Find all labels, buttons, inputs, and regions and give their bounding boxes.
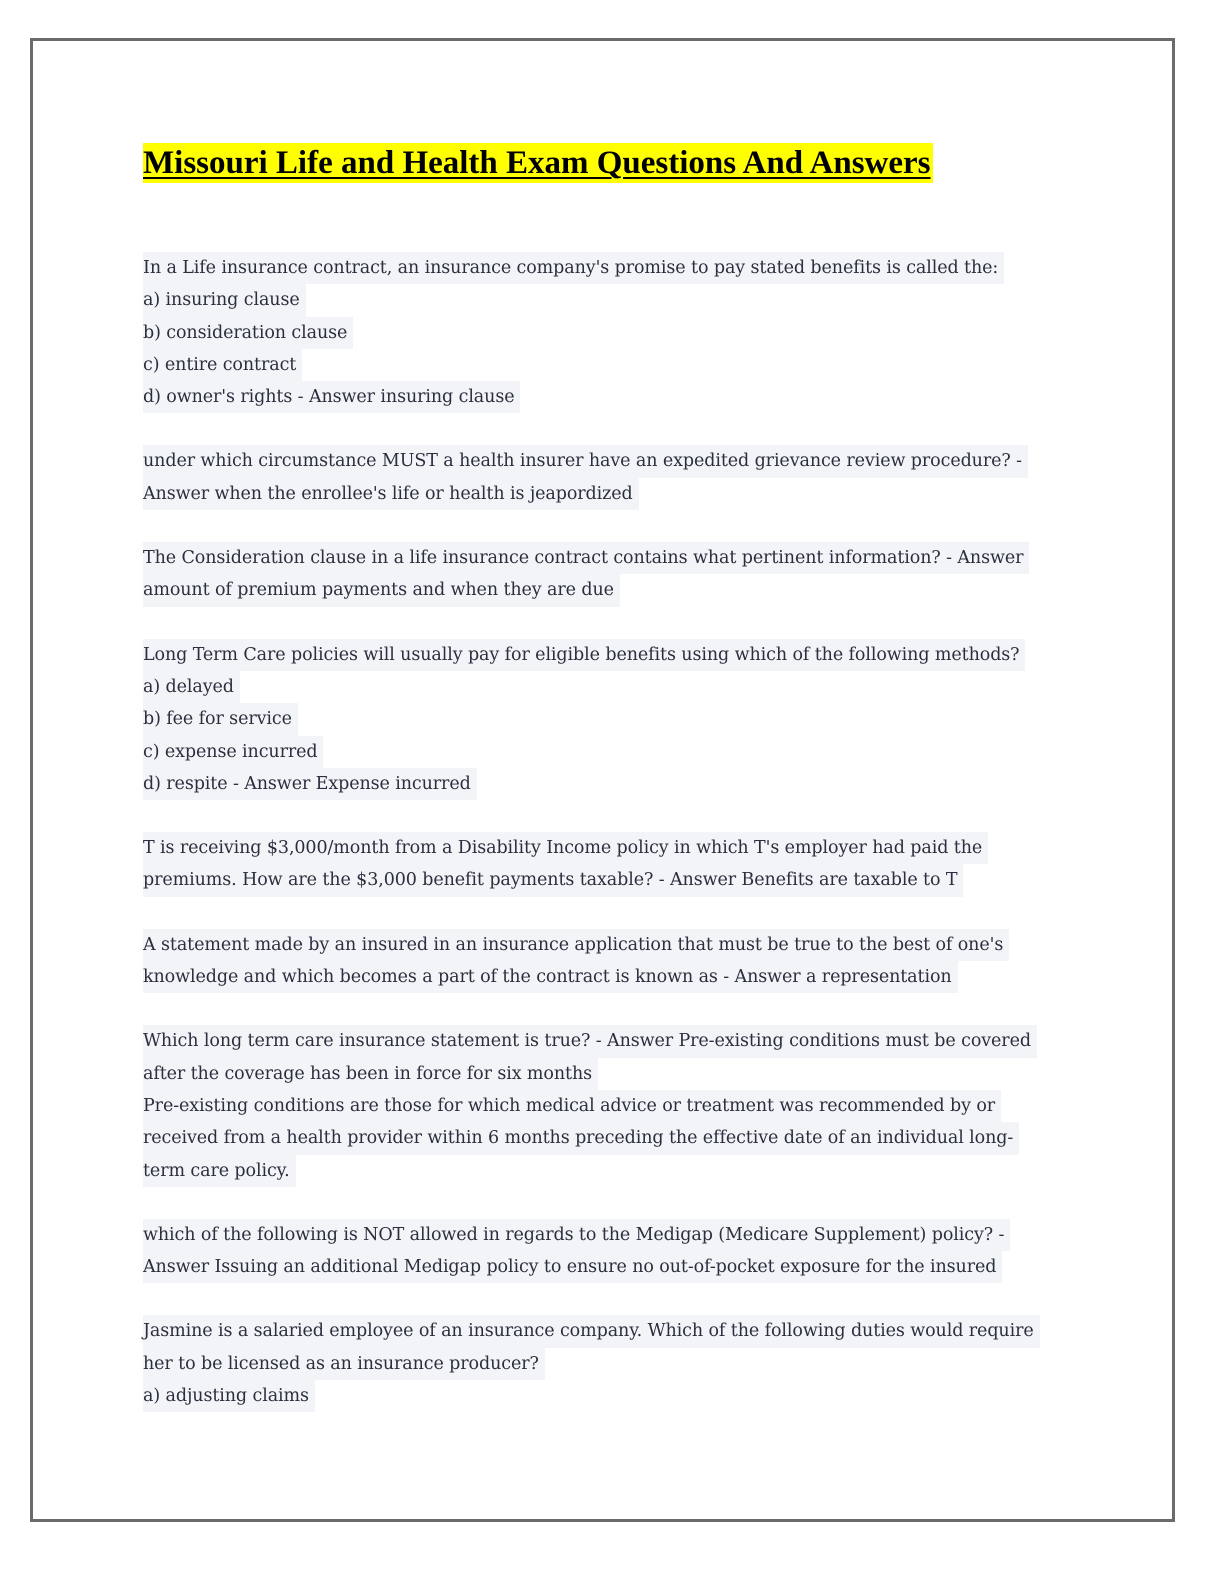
- option-line: a) adjusting claims: [143, 1380, 315, 1412]
- qa-block: [143, 445, 1083, 510]
- question-line: Long Term Care policies will usually pay for eligible benefits using which of the following methods?: [143, 639, 1025, 671]
- question-line: which of the following is NOT allowed in regards to the Medigap (Medicare Supplement) policy? -: [143, 1219, 1010, 1251]
- qa-block: [143, 542, 1083, 607]
- qa-block: [143, 929, 1083, 994]
- answer-line: d) respite - Answer Expense incurred: [143, 768, 477, 800]
- answer-line: knowledge and which becomes a part of the contract is known as - Answer a representation: [143, 961, 958, 993]
- answer-line: amount of premium payments and when they are due: [143, 574, 620, 606]
- document-title: Missouri Life and Health Exam Questions And Answers: [143, 145, 931, 181]
- answer-line: term care policy.: [143, 1155, 296, 1187]
- option-line: c) expense incurred: [143, 736, 323, 768]
- answer-line: received from a health provider within 6 months preceding the effective date of an individual long-: [143, 1122, 1019, 1154]
- qa-block: [143, 832, 1083, 897]
- answer-line: Pre-existing conditions are those for which medical advice or treatment was recommended by or: [143, 1090, 1001, 1122]
- question-line: under which circumstance MUST a health insurer have an expedited grievance review procedure? -: [143, 445, 1028, 477]
- question-line: In a Life insurance contract, an insurance company's promise to pay stated benefits is called the:: [143, 252, 1004, 284]
- qa-block: [143, 1219, 1083, 1284]
- question-line: her to be licensed as an insurance producer?: [143, 1348, 545, 1380]
- qa-block: [143, 1315, 1083, 1412]
- qa-block: [143, 1025, 1083, 1186]
- answer-line: premiums. How are the $3,000 benefit payments taxable? - Answer Benefits are taxable to T: [143, 864, 963, 896]
- option-line: c) entire contract: [143, 349, 302, 381]
- option-line: a) insuring clause: [143, 284, 306, 316]
- answer-line: Answer when the enrollee's life or health is jeapordized: [143, 478, 639, 510]
- qa-block: [143, 252, 1083, 413]
- question-line: Jasmine is a salaried employee of an insurance company. Which of the following duties would require: [143, 1315, 1040, 1347]
- question-line: A statement made by an insured in an insurance application that must be true to the best of one's: [143, 929, 1009, 961]
- qa-block: [143, 639, 1083, 800]
- answer-line: d) owner's rights - Answer insuring clause: [143, 381, 520, 413]
- option-line: b) fee for service: [143, 703, 298, 735]
- answer-line: after the coverage has been in force for six months: [143, 1058, 598, 1090]
- answer-line: Answer Issuing an additional Medigap policy to ensure no out-of-pocket exposure for the insured: [143, 1251, 1002, 1283]
- option-line: a) delayed: [143, 671, 240, 703]
- option-line: b) consideration clause: [143, 317, 353, 349]
- qa-content: [143, 252, 1083, 1444]
- question-line: Which long term care insurance statement is true? - Answer Pre-existing conditions must be covered: [143, 1025, 1037, 1057]
- question-line: T is receiving $3,000/month from a Disability Income policy in which T's employer had paid the: [143, 832, 988, 864]
- question-line: The Consideration clause in a life insurance contract contains what pertinent information? - Answer: [143, 542, 1029, 574]
